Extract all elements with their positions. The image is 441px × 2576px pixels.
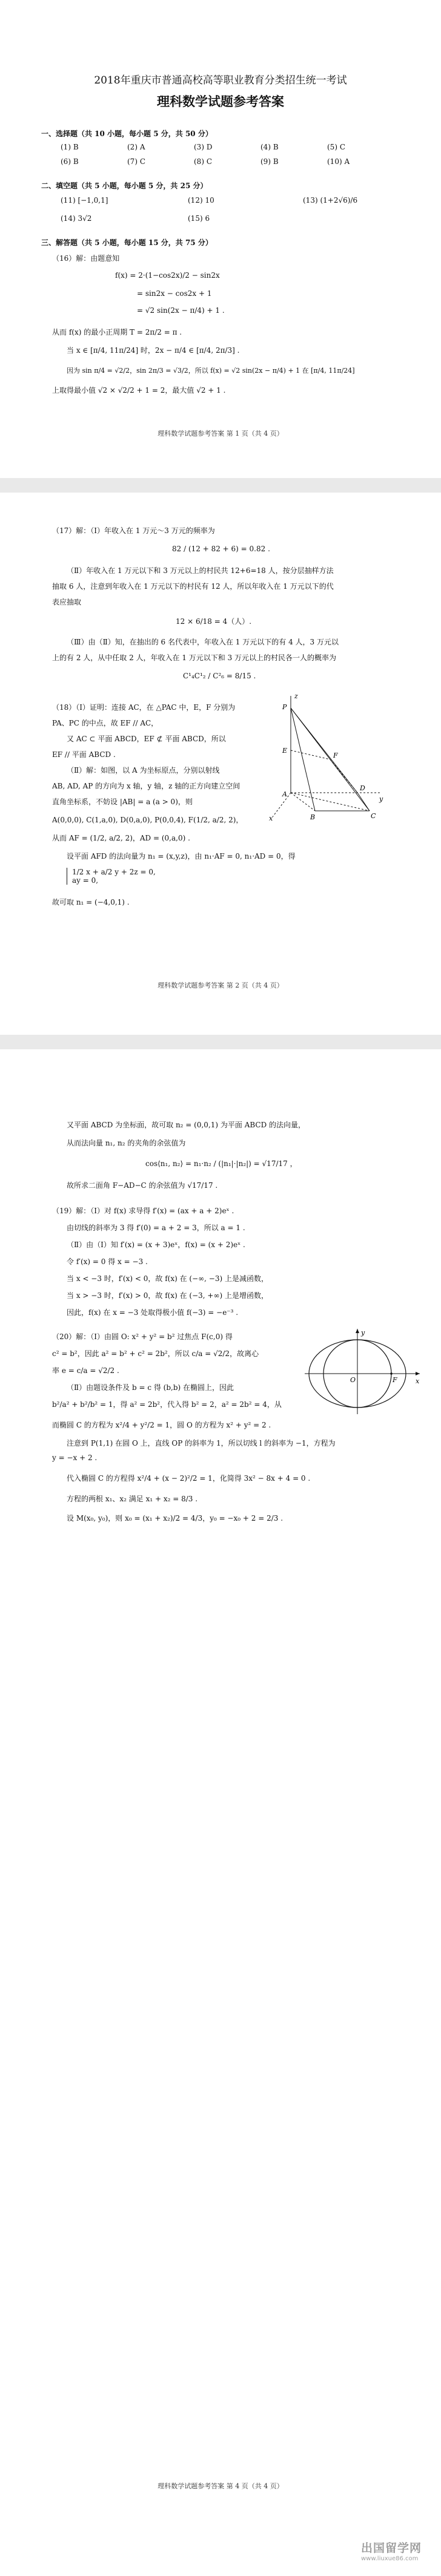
- q18-continued: 故所求二面角 F−AD−C 的余弦值为 √17/17 .: [67, 1181, 218, 1190]
- fill-answers-row-2: [61, 214, 400, 223]
- fill-answer: (11) [−1,0,1]: [61, 196, 108, 205]
- label-D: D: [360, 784, 365, 792]
- label-x: x: [416, 1377, 420, 1385]
- choice-answer: (2) A: [127, 143, 145, 151]
- focus-point: [390, 1372, 393, 1375]
- q16-paragraph: 因为 sin π/4 = √2/2，sin 2π/3 = √3/2，所以 f(x) = √2 sin(2x − π/4) + 1 在 [π/4, 11π/24]: [67, 367, 355, 375]
- x-axis: [273, 793, 291, 817]
- q18-continued: 又平面 ABCD 为坐标面，故可取 n₂ = (0,0,1) 为平面 ABCD 的法向量，: [67, 1121, 306, 1129]
- q18-paragraph: 设平面 AFD 的法向量为 n₁ = (x,y,z)，由 n₁·AF = 0, n₁·AD = 0，得: [67, 852, 296, 860]
- label-z: z: [294, 692, 298, 700]
- q20-paragraph: c² = b²，因此 a² = b² + c² = 2b²，所以 c/a = √2/2，故离心: [52, 1349, 259, 1358]
- choice-answers-row-2: [61, 157, 394, 166]
- q18-paragraph: AB, AD, AP 的方向为 x 轴，y 轴，z 轴的正方向建立空间: [52, 782, 240, 790]
- label-A: A: [282, 790, 287, 798]
- q20-heading: （20）解：（Ⅰ）由圆 O: x² + y² = b² 过焦点 F(c,0) 得: [52, 1332, 233, 1341]
- page-footer: 理科数学试题参考答案 第 4 页（共 4 页）: [158, 2482, 284, 2490]
- section-solution-heading: 三、解答题（共 5 小题，每小题 15 分，共 75 分）: [41, 238, 213, 247]
- page-separator: [0, 478, 441, 493]
- document-title: 2018年重庆市普通高校高等职业教育分类招生统一考试: [94, 74, 347, 87]
- label-F: F: [393, 1376, 397, 1384]
- q17-formula-2: 12 × 6/18 = 4（人）.: [176, 617, 252, 626]
- ellipse-figure: [302, 1326, 423, 1417]
- page-separator: [0, 1035, 441, 1049]
- q18-paragraph: 故可取 n₁ = (−4,0,1) .: [52, 898, 130, 906]
- choice-answer: (4) B: [260, 143, 279, 151]
- q20-paragraph: （Ⅱ）由题设条件及 b = c 得 (b,b) 在椭圆上，因此: [67, 1383, 234, 1392]
- q20-paragraph: 注意到 P(1,1) 在圆 O 上，直线 OP 的斜率为 1，所以切线 l 的斜率为 −1，方程为: [67, 1439, 336, 1447]
- q18-equation: 1/2 x + a/2 y + 2z = 0,: [72, 868, 156, 876]
- q20-paragraph: y = −x + 2 .: [52, 1454, 98, 1462]
- ellipse-diagram: [302, 1326, 423, 1417]
- edge-CD: [357, 793, 370, 811]
- q17-paragraph: （Ⅱ）年收入在 1 万元以下和 3 万元以上的村民共 12+6=18 人，按分层抽样方法: [67, 566, 334, 575]
- choice-answer: (3) D: [194, 143, 213, 151]
- section-fill-heading: 二、填空题（共 5 小题，每小题 5 分，共 25 分）: [41, 182, 208, 190]
- label-E: E: [282, 747, 288, 755]
- q18-cosine-formula: cos⟨n₁, n₂⟩ = n₁·n₂ / (|n₁|·|n₂|) = √17/17 ，: [145, 1159, 297, 1168]
- q19-heading: （19）解：（Ⅰ）对 f(x) 求导得 f′(x) = (ax + a + 2)eˣ .: [52, 1207, 234, 1215]
- q17-paragraph: （Ⅲ）由（Ⅱ）知，在抽出的 6 名代表中，年收入在 1 万元以下的有 4 人，3 万元以: [67, 638, 339, 646]
- q19-paragraph: 因此，f(x) 在 x = −3 处取得极小值 f(−3) = −e⁻³ .: [67, 1308, 239, 1317]
- document-subtitle: 理科数学试题参考答案: [157, 94, 284, 109]
- q17-heading: （17）解：（Ⅰ）年收入在 1 万元～3 万元的频率为: [52, 526, 215, 535]
- q16-heading: （16）解：由题意知: [52, 254, 120, 263]
- q18-paragraph: 直角坐标系，不妨设 |AB| = a (a > 0)，则: [52, 798, 193, 806]
- label-B: B: [310, 813, 316, 821]
- choice-answer: (1) B: [61, 143, 79, 151]
- watermark: [361, 2539, 436, 2571]
- q17-formula-1: 82 / (12 + 82 + 6) = 0.82 .: [172, 545, 270, 553]
- q18-equation-system: [67, 868, 156, 885]
- q17-paragraph: 抽取 6 人，注意到年收入在 1 万元以下的村民有 12 人，所以年收入在 1 万元以下的代: [52, 582, 334, 591]
- choice-answers-row-1: [61, 143, 394, 151]
- label-C: C: [371, 812, 376, 820]
- q20-paragraph: 方程的两根 x₁、x₂ 满足 x₁ + x₂ = 8/3 .: [67, 1495, 198, 1503]
- choice-answer: (10) A: [327, 157, 350, 166]
- q18-heading: （18）（Ⅰ）证明：连接 AC，在 △PAC 中，E，F 分别为: [52, 703, 236, 712]
- fill-answer: (14) 3√2: [61, 214, 92, 223]
- q17-formula-3: C¹₄C¹₂ / C²₆ = 8/15 .: [183, 672, 256, 680]
- label-P: P: [282, 703, 287, 711]
- q18-paragraph: （Ⅱ）解：如图，以 A 为坐标原点，分别以射线: [67, 766, 220, 775]
- q17-paragraph: 表应抽取: [52, 598, 82, 606]
- choice-answer: (7) C: [127, 157, 145, 166]
- choice-answer: (9) B: [260, 157, 279, 166]
- page-footer: 理科数学试题参考答案 第 1 页（共 4 页）: [158, 430, 284, 438]
- fill-answer: (15) 6: [188, 214, 210, 223]
- q16-paragraph: 从而 f(x) 的最小正周期 T = 2π/2 = π .: [52, 328, 182, 336]
- q19-paragraph: 当 x > −3 时，f′(x) > 0，故 f(x) 在 (−3, +∞) 上是增函数，: [67, 1291, 268, 1300]
- q20-paragraph: 而椭圆 C 的方程为 x²/4 + y²/2 = 1，圆 O 的方程为 x² + y² = 2 .: [52, 1421, 271, 1429]
- watermark-logo: 出国留学网: [361, 2542, 422, 2555]
- q20-paragraph: 设 M(x₀, y₀)，则 x₀ = (x₁ + x₂)/2 = 4/3，y₀ = −x₀ + 2 = 2/3 .: [67, 1514, 284, 1522]
- q16-paragraph: 上取得最小值 √2 × √2/2 + 1 = 2，最大值 √2 + 1 .: [52, 386, 226, 395]
- q19-paragraph: 由切线的斜率为 3 得 f′(0) = a + 2 = 3，所以 a = 1 .: [67, 1224, 245, 1232]
- choice-answer: (6) B: [61, 157, 79, 166]
- pyramid-figure: [267, 690, 388, 823]
- q20-paragraph: 率 e = c/a = √2/2 .: [52, 1366, 119, 1375]
- label-F: F: [333, 752, 338, 759]
- label-y: y: [379, 795, 383, 803]
- q20-paragraph: 代入椭圆 C 的方程得 x²/4 + (x − 2)²/2 = 1，化简得 3x² − 8x + 4 = 0 .: [67, 1474, 311, 1483]
- q18-paragraph: PA、PC 的中点，故 EF // AC，: [52, 719, 159, 727]
- pyramid-diagram: [267, 690, 388, 823]
- section-choice-heading: 一、选择题（共 10 小题，每小题 5 分，共 50 分）: [41, 129, 213, 138]
- q16-equation-2: = sin2x − cos2x + 1: [137, 289, 212, 298]
- q19-paragraph: （Ⅱ）由（Ⅰ）知 f′(x) = (x + 3)eˣ，f(x) = (x + 2)eˣ .: [67, 1240, 245, 1249]
- q18-continued: 从而法向量 n₁, n₂ 的夹角的余弦值为: [67, 1139, 186, 1147]
- fill-answer: (13) (1+2√6)/6: [303, 196, 358, 205]
- q17-paragraph: 上的有 2 人，从中任取 2 人，年收入在 1 万元以下和 3 万元以上的村民各一人的概率为: [52, 654, 337, 662]
- q19-paragraph: 令 f′(x) = 0 得 x = −3 .: [67, 1257, 148, 1266]
- y-axis-arrow: [356, 1329, 359, 1333]
- q16-equation-3: = √2 sin(2x − π/4) + 1 .: [137, 306, 225, 315]
- label-O: O: [350, 1376, 356, 1384]
- page-footer: 理科数学试题参考答案 第 2 页（共 4 页）: [158, 982, 284, 989]
- q20-paragraph: b²/a² + b²/b² = 1，得 a² = 2b²，代入得 b² = 2，a² = 2b² = 4，从: [52, 1400, 282, 1409]
- q19-paragraph: 当 x < −3 时，f′(x) < 0，故 f(x) 在 (−∞, −3) 上是减函数，: [67, 1274, 268, 1283]
- x-axis-arrow: [416, 1372, 420, 1375]
- q18-paragraph: 又 AC ⊂ 平面 ABCD，EF ⊄ 平面 ABCD，所以: [67, 735, 226, 743]
- label-y: y: [361, 1329, 365, 1337]
- q18-paragraph: A(0,0,0), C(1,a,0), D(0,a,0), P(0,0,4), F(1/2, a/2, 2)，: [52, 816, 244, 824]
- label-x: x: [269, 814, 273, 822]
- q18-paragraph: EF // 平面 ABCD .: [52, 750, 116, 759]
- q18-paragraph: 从而 AF = (1/2, a/2, 2)，AD = (0,a,0) .: [52, 834, 190, 842]
- q16-paragraph: 当 x ∈ [π/4, 11π/24] 时，2x − π/4 ∈ [π/4, 2π/3] .: [67, 346, 240, 355]
- watermark-url: www.liuxue86.com: [361, 2555, 419, 2562]
- fill-answer: (12) 10: [188, 196, 214, 205]
- choice-answer: (5) C: [327, 143, 345, 151]
- q18-equation: ay = 0,: [72, 876, 99, 885]
- choice-answer: (8) C: [194, 157, 212, 166]
- q16-equation-1: f(x) = 2·(1−cos2x)/2 − sin2x: [115, 271, 220, 280]
- fill-answers-row-1: [61, 196, 400, 205]
